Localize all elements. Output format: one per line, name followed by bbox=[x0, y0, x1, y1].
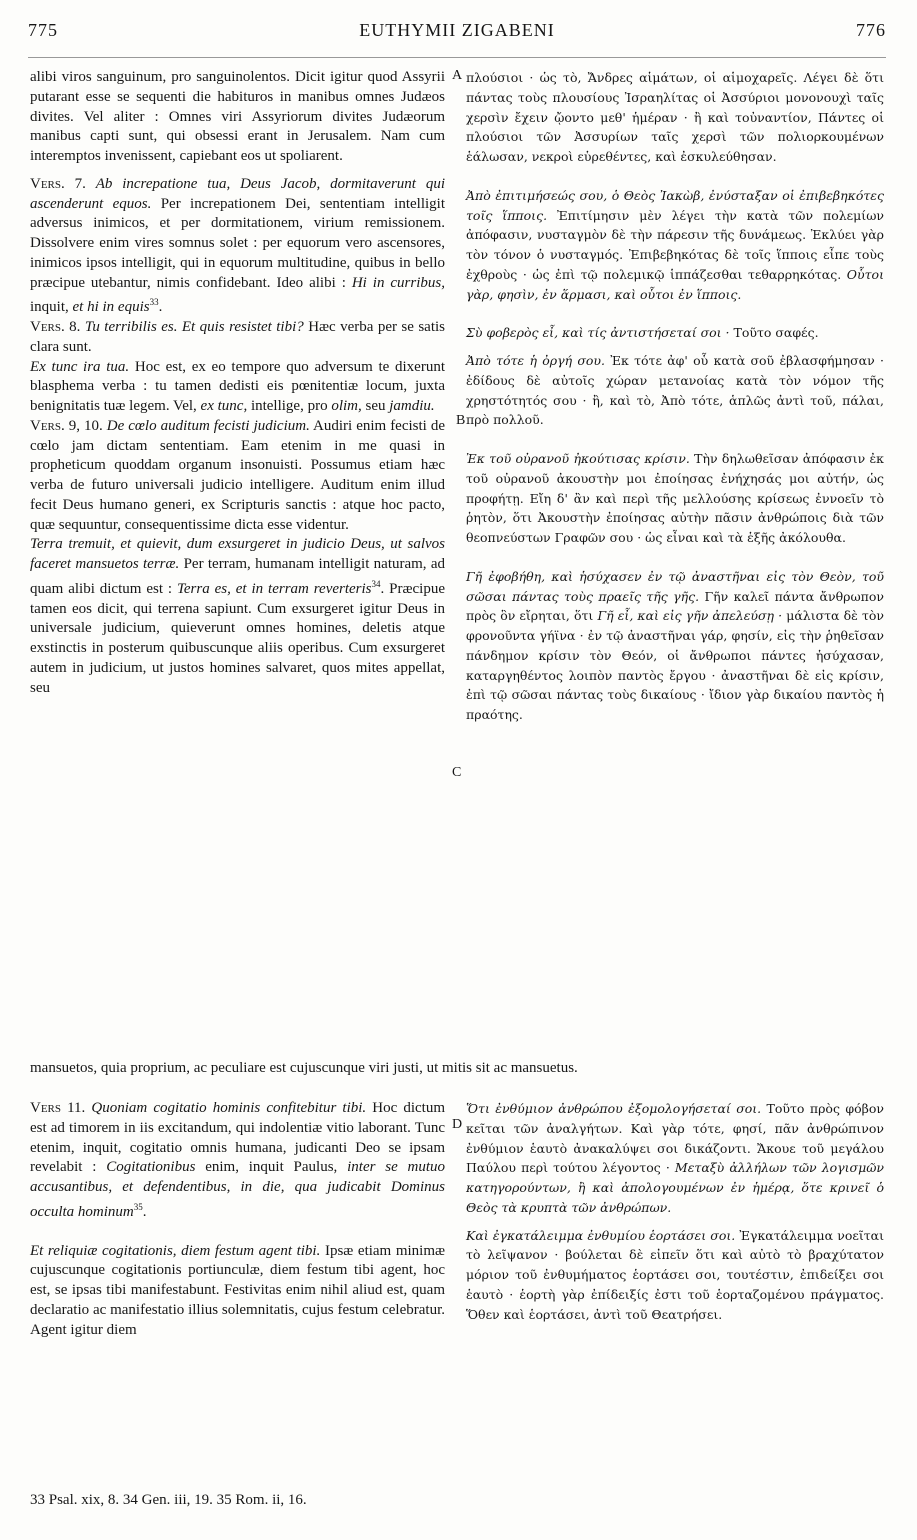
page-header bbox=[28, 20, 886, 50]
latin-text: intellige, pro bbox=[250, 398, 328, 414]
footnotes: 33 Psal. xix, 8. 34 Gen. iii, 19. 35 Rom. ii, 16. bbox=[30, 1492, 307, 1508]
latin-text: alibi viros sanguinum, pro sanguinolentos. Dicit igitur quod Assyrii putarant esse se sequenti die habituros in manibus omnes Judæos divites. Vel aliter : Omnes viri Assyriorum divites Judæorum manibus capti sunt, qui obsessi erant in Jerusalem. Nam cum interemptos invenissent, capiebant eos ut spoliarent. bbox=[30, 69, 445, 164]
greek-paragraph bbox=[466, 323, 884, 343]
greek-paragraph bbox=[466, 351, 884, 430]
verse-lemma: Terra tremuit, et quievit, dum exsurgeret in judicio Deus, ut salvos faceret mansuetos terræ. bbox=[30, 536, 445, 572]
verse-number: Vers 11. bbox=[30, 1100, 86, 1116]
verse-lemma: Ὅτι ἐνθύμιον ἀνθρώπου ἐξομολογήσεταί σοι. bbox=[466, 1101, 762, 1116]
greek-text: Ἐκ τότε ἀφ' οὗ κατὰ σοῦ ἐβλασφήμησαν · ἐδίδους δὲ αὐτοῖς χώραν μετανοίας κατὰ τὸν νόμον τῆς χρηστότητός σου · ἢ, καὶ τὸ, Ἀπὸ τότε, ἁπλῶς ἀντὶ τοῦ, πάλαι, πρὸ πολλοῦ. bbox=[466, 353, 884, 428]
page-number-left: 775 bbox=[28, 20, 58, 40]
greek-quote: Μεταξὺ ἀλλήλων τῶν λογισμῶν κατηγορούντων, ἢ καὶ ἀπολογουμένων ἐν ἡμέρᾳ, ὅτε κρινεῖ ὁ Θεὸς τὰ κρυπτὰ τῶν ἀνθρώπων. bbox=[466, 1160, 885, 1215]
greek-text: μάλιστα δὲ τὸν φρονοῦντα γήϊνα · ἐν τῷ ἀναστῆναι γάρ, φησίν, εἰς τὴν ῥηθεῖσαν πάνδημον κρίσιν τὸν Θεόν, οἱ ἄνθρωποι πάντες ἡσύχασαν, καταργηθέντος λοιπὸν παντὸς ἔργου · ἀναστῆναι δὲ εἰς κρίσιν, ἐπὶ τῷ σῶσαι πάντας τοὺς δικαίους · ἴδιον γὰρ δικαίου παντὸς ἡ πραότης. bbox=[466, 608, 884, 722]
verse-lemma: Γῆ ἐφοβήθη, καὶ ἡσύχασεν ἐν τῷ ἀναστῆναι εἰς τὸν Θεὸν, τοῦ σῶσαι πάντας τοὺς πραεῖς τῆς γῆς. bbox=[466, 568, 884, 604]
latin-text: Audiri enim fecisti de cœlo jam dictam sententiam. Eam etenim in me quasi in propheticum quoddam organum insonuisti. Possumus etiam hæc verba de futuro universali judicio intelligere. Auditum enim illud fecit Deus humano generi, ex Scripturis sanctis : atque hoc pacto, quæ sequuntur, consequentissime dicta esse videntur. bbox=[30, 417, 445, 533]
latin-text: Per increpationem Dei, sententiam intelligit adversus inimicos, et per dormitationem, virium remissionem. Dissolvere enim vires somnus solet : per equorum vero ascensores, inimicos ipsos intelligit, qui in equorum multitudine, quibus in bello præcipue utebantur, nimis confidebant. Ideo alibi : bbox=[30, 195, 446, 291]
running-title: EUTHYMII ZIGABENI bbox=[359, 20, 555, 40]
verse-lemma: Et reliquiæ cogitationis, diem festum agent tibi. bbox=[30, 1242, 321, 1259]
latin-text: Hoc dictum est ad timorem in iis excitandum, qui indolentiæ vitio laborant. Tunc etenim, inquit, cogitatio omnis humana, judicanti Deo se ipsam revelabit : bbox=[30, 1100, 446, 1176]
footnote-ref: 34 bbox=[371, 578, 381, 589]
latin-quote: Terra es, et in terram reverteris bbox=[176, 580, 372, 597]
greek-column-lower bbox=[466, 1099, 884, 1324]
header-rule bbox=[28, 57, 886, 58]
greek-text: Ἐπιτίμησιν μὲν λέγει τὴν κατὰ τῶν πολεμίων ἀπόφασιν, νυσταγμὸν δὲ τὴν πάρεσιν τῆς δυνάμεως. Ἐκλύει γὰρ τὸν τόνον ὁ νυσταγμός. Ἐπιβεβηκότας δὲ τοῖς ἵπποις εἶπε τοὺς ἐχθροὺς · ὡς ἐπὶ τῷ πολεμικῷ ἱππάζεσθαι τεθαρρηκότας. bbox=[466, 207, 884, 282]
verse-lemma: Ἀπὸ ἐπιτιμήσεώς σου, ὁ Θεὸς Ἰακὼβ, ἐνύσταξαν οἱ ἐπιβεβηκότες τοῖς ἵπποις. bbox=[466, 187, 884, 223]
verse-lemma: Quoniam cogitatio hominis confitebitur tibi. bbox=[91, 1100, 367, 1116]
footnote-ref: 35 bbox=[133, 1201, 143, 1212]
verse-lemma: De cœlo auditum fecisti judicium. bbox=[106, 417, 310, 434]
greek-text: Τοῦτο σαφές. bbox=[733, 325, 819, 341]
greek-paragraph bbox=[466, 1099, 884, 1218]
latin-text: enim, inquit Paulus, bbox=[205, 1159, 338, 1176]
latin-quote: et hi in equis bbox=[72, 299, 150, 316]
greek-text: Γῆν καλεῖ πάντα ἄνθρωπον πρὸς ὃν εἴρηται, ὅτι bbox=[466, 588, 885, 624]
verse-number: Vers. 9, 10. bbox=[30, 417, 103, 434]
verse-lemma: Σὺ φοβερὸς εἶ, καὶ τίς ἀντιστήσεταί σοι · bbox=[466, 325, 730, 341]
greek-quote: Οὗτοι γὰρ, φησὶν, ἐν ἅρμασι, καὶ οὗτοι ἐν ἵπποις. bbox=[466, 266, 884, 302]
verse-lemma: Ex tunc ira tua. bbox=[30, 358, 130, 375]
greek-text: Τὴν δηλωθεῖσαν ἀπόφασιν ἐκ τοῦ οὐρανοῦ ἀκουστὴν μοι ἐποίησας ἐνήχησάς μοι αὐτήν, ὡς προφήτῃ. Εἴη δ' ἂν καὶ περὶ τῆς μελλούσης κρίσεως ἐννοεῖν τὸ ῥητὸν, ὅτι Ἀκουστὴν ἐποίησας αὐτὴν πᾶσιν ἀνθρώποις διὰ τῶν θεοπνεύστων Γραφῶν σου · ὡς εἶναι καὶ τὰ ἑξῆς ἀκόλουθα. bbox=[466, 451, 884, 545]
latin-paragraph bbox=[30, 318, 445, 358]
greek-paragraph bbox=[466, 567, 884, 725]
latin-text: seu bbox=[365, 398, 386, 414]
latin-text: Hoc est, ex eo tempore quo adversum te dixerunt blasphema verba : tu tamen dedisti eis pœnitentiæ locum, juxta benignitatis tuæ legem. Vel, bbox=[30, 358, 445, 414]
latin-quote: inter se mutuo accusantibus, et defendentibus, in die, qua judicabit Dominus occulta hominum bbox=[30, 1159, 446, 1220]
verse-lemma: Ab increpatione tua, Deus Jacob, dormitaverunt qui ascenderunt equos. bbox=[30, 175, 445, 212]
latin-text: inquit, bbox=[30, 299, 69, 316]
page-number-right: 776 bbox=[856, 20, 886, 40]
latin-text: Hæc verba per se satis clara sunt. bbox=[30, 319, 445, 355]
margin-letter-d: D bbox=[452, 1117, 463, 1132]
full-width-line: mansuetos, quia proprium, ac peculiare est cujuscunque viri justi, ut mitis sit ac mansuetus. bbox=[30, 1060, 578, 1076]
verse-number: Vers. 8. bbox=[30, 319, 81, 335]
footnote-ref: 33 bbox=[149, 297, 159, 308]
verse-lemma: Tu terribilis es. Et quis resistet tibi? bbox=[84, 319, 304, 335]
latin-column-lower bbox=[30, 1099, 445, 1340]
latin-paragraph bbox=[30, 358, 445, 417]
verse-lemma: Ἀπὸ τότε ἡ ὀργή σου. bbox=[466, 353, 605, 368]
latin-quote: olim, bbox=[331, 398, 362, 414]
latin-quote: Cogitationibus bbox=[106, 1159, 196, 1176]
verse-lemma: Ἐκ τοῦ οὐρανοῦ ἠκούτισας κρίσιν. bbox=[466, 451, 690, 466]
margin-letter-b: B bbox=[456, 413, 466, 428]
latin-paragraph bbox=[30, 1242, 445, 1341]
latin-column bbox=[30, 68, 445, 698]
latin-quote: Hi in curribus, bbox=[351, 274, 445, 291]
latin-text: . Præcipue tamen eos dicit, qui terrena sapiunt. Cum exsurgeret igitur Deus in universale judicium, quieverunt omnes homines, deletis atque exstinctis in posterum quibuscunque aliis operibus. Cum exsurgeret autem in judicium, ut justos homines salvaret, quos mites appellat, seu bbox=[30, 580, 445, 696]
latin-paragraph: Vers 11. Quoniam cogitatio hominis confitebitur tibi. Hoc dictum est ad timorem in iis excitandum, qui indolentiæ vitio laborant. Tunc etenim, inquit, cogitatio omnis humana, judicanti Deo se ipsam revelabit : Cogitationibus enim, inquit Paulus, inter se mutuo accusantibus, et defendentibus, in die, qua judicabit Dominus occulta hominum$^{35}$. bbox=[30, 1100, 446, 1220]
greek-quote: Γῆ εἶ, καὶ εἰς γῆν ἀπελεύσῃ · bbox=[597, 608, 783, 624]
latin-quote: ex tunc, bbox=[200, 398, 248, 414]
greek-text: Ἐγκατάλειμμα νοεῖται τὸ λεῖψανον · βούλεται δὲ εἰπεῖν ὅτι καὶ αὐτὸ τὸ βραχύτατον μόριον τοῦ ἐνθυμήματος ἑορτάσει σοι, τουτέστιν, ἐπιδείξει σοι ἑαυτὸ · ἑορτὴ γὰρ ἐπίδειξίς ἐστι τοῦ ἑορταζομένου πράγματος. Ὅθεν καὶ ἑορτάσει, ἀντὶ τοῦ Θεατρήσει. bbox=[466, 1227, 884, 1322]
latin-quote: jamdiu. bbox=[389, 398, 435, 414]
latin-text: Per terram, humanam intelligit naturam, ad quam alibi dictum est : bbox=[30, 556, 446, 597]
greek-paragraph bbox=[466, 449, 884, 548]
latin-paragraph bbox=[30, 417, 445, 536]
latin-text: Ipsæ etiam minimæ cujuscunque cogitationis portiunculæ, diem festum tibi agent, hoc est, se ipsas tibi manifestabunt. Festivitas enim nihil aliud est, quam declaratio ac manifestatio illius solemnitatis, cujus festum celebratur. Agent igitur diem bbox=[30, 1242, 445, 1338]
margin-letter-c: C bbox=[452, 765, 462, 780]
greek-paragraph bbox=[466, 186, 884, 305]
greek-column bbox=[466, 68, 884, 725]
latin-paragraph bbox=[30, 535, 445, 698]
greek-paragraph bbox=[466, 1226, 884, 1325]
margin-letter-a: A bbox=[452, 68, 463, 83]
greek-paragraph bbox=[466, 68, 884, 167]
greek-text: πλούσιοι · ὡς τὸ, Ἄνδρες αἱμάτων, οἱ αἱμοχαρεῖς. Λέγει δὲ ὅτι πάντας τοὺς πλουσίους Ἰσραηλίτας οἱ Ἀσσύριοι μονονουχὶ ταῖς χερσὶν ἔχειν ᾤοντο μεθ' ἡμέραν · ἢ καὶ τοὐναντίον, Πάντες οἱ πλούσιοι τῶν Ἀσσυρίων ταῖς χερσὶ τῶν πολιορκουμένων ἑάλωσαν, νεκροὶ εὑρεθέντες, καὶ ἐσκυλεύθησαν. bbox=[466, 70, 884, 164]
greek-text: Τοῦτο πρὸς φόβον κεῖται τῶν ἀναλγήτων. Καὶ γὰρ τότε, φησί, πᾶν ἀνθρώπινον ἐνθύμιον ἑαυτὸ ἀνακαλύψει σοι δικάζοντι. Ἄκουε τοῦ μεγάλου Παύλου περὶ τούτου λέγοντος · bbox=[466, 1101, 884, 1176]
verse-lemma: Καὶ ἐγκατάλειμμα ἐνθυμίου ἑορτάσει σοι. bbox=[466, 1227, 736, 1243]
verse-number: Vers. 7. bbox=[30, 175, 86, 192]
latin-paragraph: Vers. 7. Ab increpatione tua, Deus Jacob, dormitaverunt qui ascenderunt equos. Per increpationem Dei, sententiam intelligit adversus inimicos, et per dormitationem, virium remissionem. Dissolvere enim vires somnus solet : per equorum vero ascensores, inimicos ipsos intelligit, qui in equorum multitudine, quibus in bello præcipue utebantur, nimis confidebant. Ideo alibi : Hi in curribus, inquit, et hi in equis$^{33}$. bbox=[30, 175, 446, 316]
latin-paragraph bbox=[30, 68, 445, 167]
